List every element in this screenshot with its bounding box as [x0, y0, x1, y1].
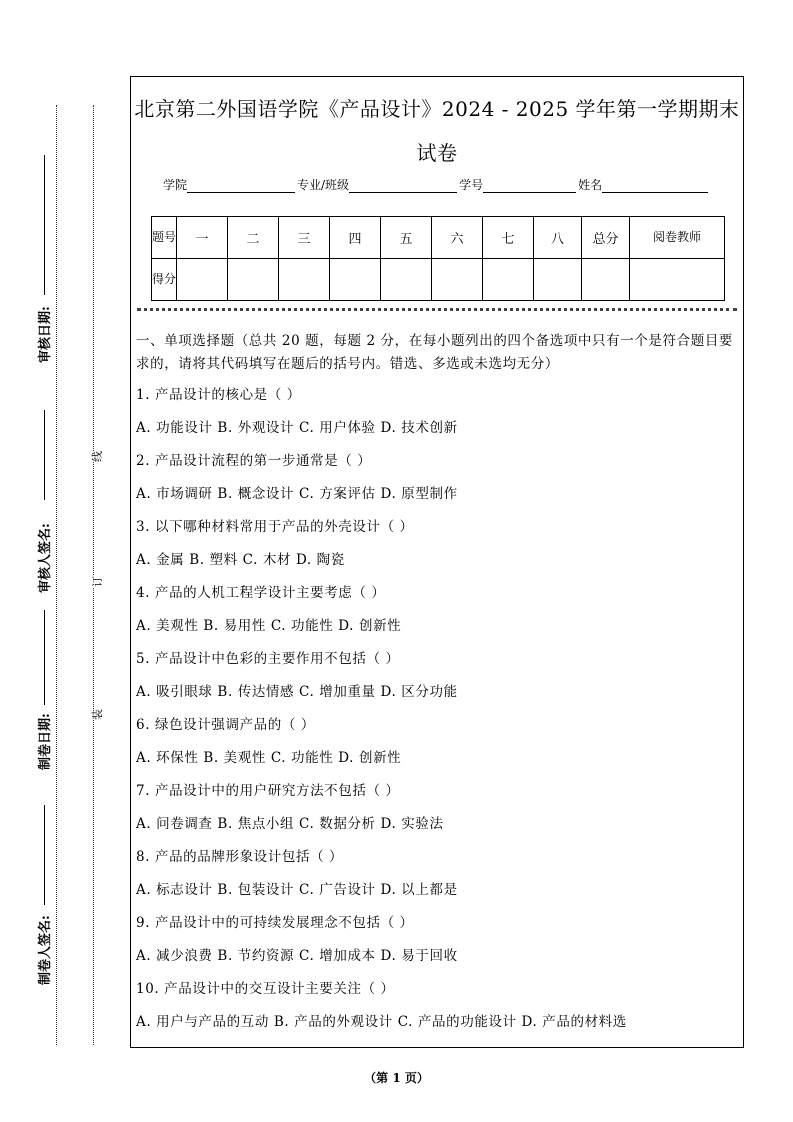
question-10-options: A. 用户与产品的互动 B. 产品的外观设计 C. 产品的功能设计 D. 产品的材料选	[136, 1014, 627, 1030]
question-5: 5. 产品设计中色彩的主要作用不包括（ ）	[136, 651, 400, 667]
question-7-options: A. 问卷调查 B. 焦点小组 C. 数据分析 D. 实验法	[136, 816, 444, 832]
score-cell[interactable]	[279, 259, 330, 301]
question-8: 8. 产品的品牌形象设计包括（ ）	[136, 849, 344, 865]
exam-title-line2: 试卷	[416, 141, 458, 165]
cut-dotted-line	[93, 105, 94, 1045]
question-2: 2. 产品设计流程的第一步通常是（ ）	[136, 453, 372, 469]
col-5: 五	[381, 217, 432, 259]
question-3: 3. 以下哪种材料常用于产品的外壳设计（ ）	[136, 519, 414, 535]
name-label: 姓名	[578, 178, 603, 192]
college-label: 学院	[163, 178, 188, 192]
score-table-score-row	[152, 259, 725, 301]
question-8-options: A. 标志设计 B. 包装设计 C. 广告设计 D. 以上都是	[136, 882, 458, 898]
cut-line-text: 线	[87, 451, 107, 462]
college-field[interactable]	[187, 180, 295, 193]
binding-margin	[0, 0, 128, 1122]
maker-date-label: 制卷日期:	[38, 713, 53, 770]
major-label: 专业/班级	[297, 178, 350, 192]
col-1: 一	[177, 217, 228, 259]
reviewer-sign-label: 审核人签名:	[38, 523, 53, 593]
col-3: 三	[279, 217, 330, 259]
question-4-options: A. 美观性 B. 易用性 C. 功能性 D. 创新性	[136, 618, 402, 634]
col-8: 八	[534, 217, 582, 259]
question-7: 7. 产品设计中的用户研究方法不包括（ ）	[136, 783, 400, 799]
review-date-label: 审核日期:	[38, 306, 53, 363]
question-10: 10. 产品设计中的交互设计主要关注（ ）	[136, 981, 395, 997]
left-dotted-line	[56, 105, 57, 1045]
score-cell[interactable]	[483, 259, 534, 301]
grader-cell[interactable]	[630, 259, 725, 301]
cut-bind-text: 订	[87, 576, 107, 587]
section-1-heading: 一、单项选择题（总共 20 题，每题 2 分，在每小题列出的四个备选项中只有一个是符合题目要求的，请将其代码填写在题后的括号内。错选、多选或未选均无分）	[136, 333, 734, 372]
exam-frame	[130, 76, 744, 1048]
score-table-header-row	[152, 217, 725, 259]
maker-sign-blank[interactable]	[44, 805, 45, 905]
name-field[interactable]	[602, 180, 708, 193]
maker-sign-label: 制卷人签名:	[38, 915, 53, 985]
maker-date-blank[interactable]	[44, 610, 45, 705]
major-field[interactable]	[349, 180, 457, 193]
question-1: 1. 产品设计的核心是（ ）	[136, 387, 301, 403]
score-cell[interactable]	[228, 259, 279, 301]
score-table	[151, 216, 725, 301]
question-6: 6. 绿色设计强调产品的（ ）	[136, 717, 315, 733]
reviewer-sign-blank[interactable]	[44, 410, 45, 500]
col-total: 总分	[582, 217, 630, 259]
score-cell[interactable]	[381, 259, 432, 301]
exam-title-line1: 北京第二外国语学院《产品设计》2024 - 2025 学年第一学期期末	[134, 97, 740, 121]
question-3-options: A. 金属 B. 塑料 C. 木材 D. 陶瓷	[136, 552, 345, 568]
cut-seal-text: 装	[87, 709, 107, 720]
score-cell[interactable]	[534, 259, 582, 301]
question-9-options: A. 减少浪费 B. 节约资源 C. 增加成本 D. 易于回收	[136, 948, 458, 964]
page-number: （第 1 页）	[364, 1071, 429, 1085]
separator-dots	[137, 308, 737, 311]
section-1	[136, 330, 740, 1044]
question-1-options: A. 功能设计 B. 外观设计 C. 用户体验 D. 技术创新	[136, 420, 458, 436]
score-cell[interactable]	[330, 259, 381, 301]
question-4: 4. 产品的人机工程学设计主要考虑（ ）	[136, 585, 386, 601]
student-info	[163, 176, 710, 193]
exam-title	[131, 87, 743, 175]
student-id-label: 学号	[459, 178, 484, 192]
col-6: 六	[432, 217, 483, 259]
col-7: 七	[483, 217, 534, 259]
question-9: 9. 产品设计中的可持续发展理念不包括（ ）	[136, 915, 414, 931]
score-total-cell[interactable]	[582, 259, 630, 301]
header-label-cell: 题号	[152, 217, 177, 259]
score-cell[interactable]	[177, 259, 228, 301]
col-2: 二	[228, 217, 279, 259]
student-id-field[interactable]	[483, 180, 576, 193]
review-date-blank[interactable]	[44, 155, 45, 295]
question-6-options: A. 环保性 B. 美观性 C. 功能性 D. 创新性	[136, 750, 402, 766]
score-label-cell: 得分	[152, 259, 177, 301]
question-2-options: A. 市场调研 B. 概念设计 C. 方案评估 D. 原型制作	[136, 486, 458, 502]
score-cell[interactable]	[432, 259, 483, 301]
question-5-options: A. 吸引眼球 B. 传达情感 C. 增加重量 D. 区分功能	[136, 684, 458, 700]
col-4: 四	[330, 217, 381, 259]
col-grader: 阅卷教师	[630, 217, 725, 259]
